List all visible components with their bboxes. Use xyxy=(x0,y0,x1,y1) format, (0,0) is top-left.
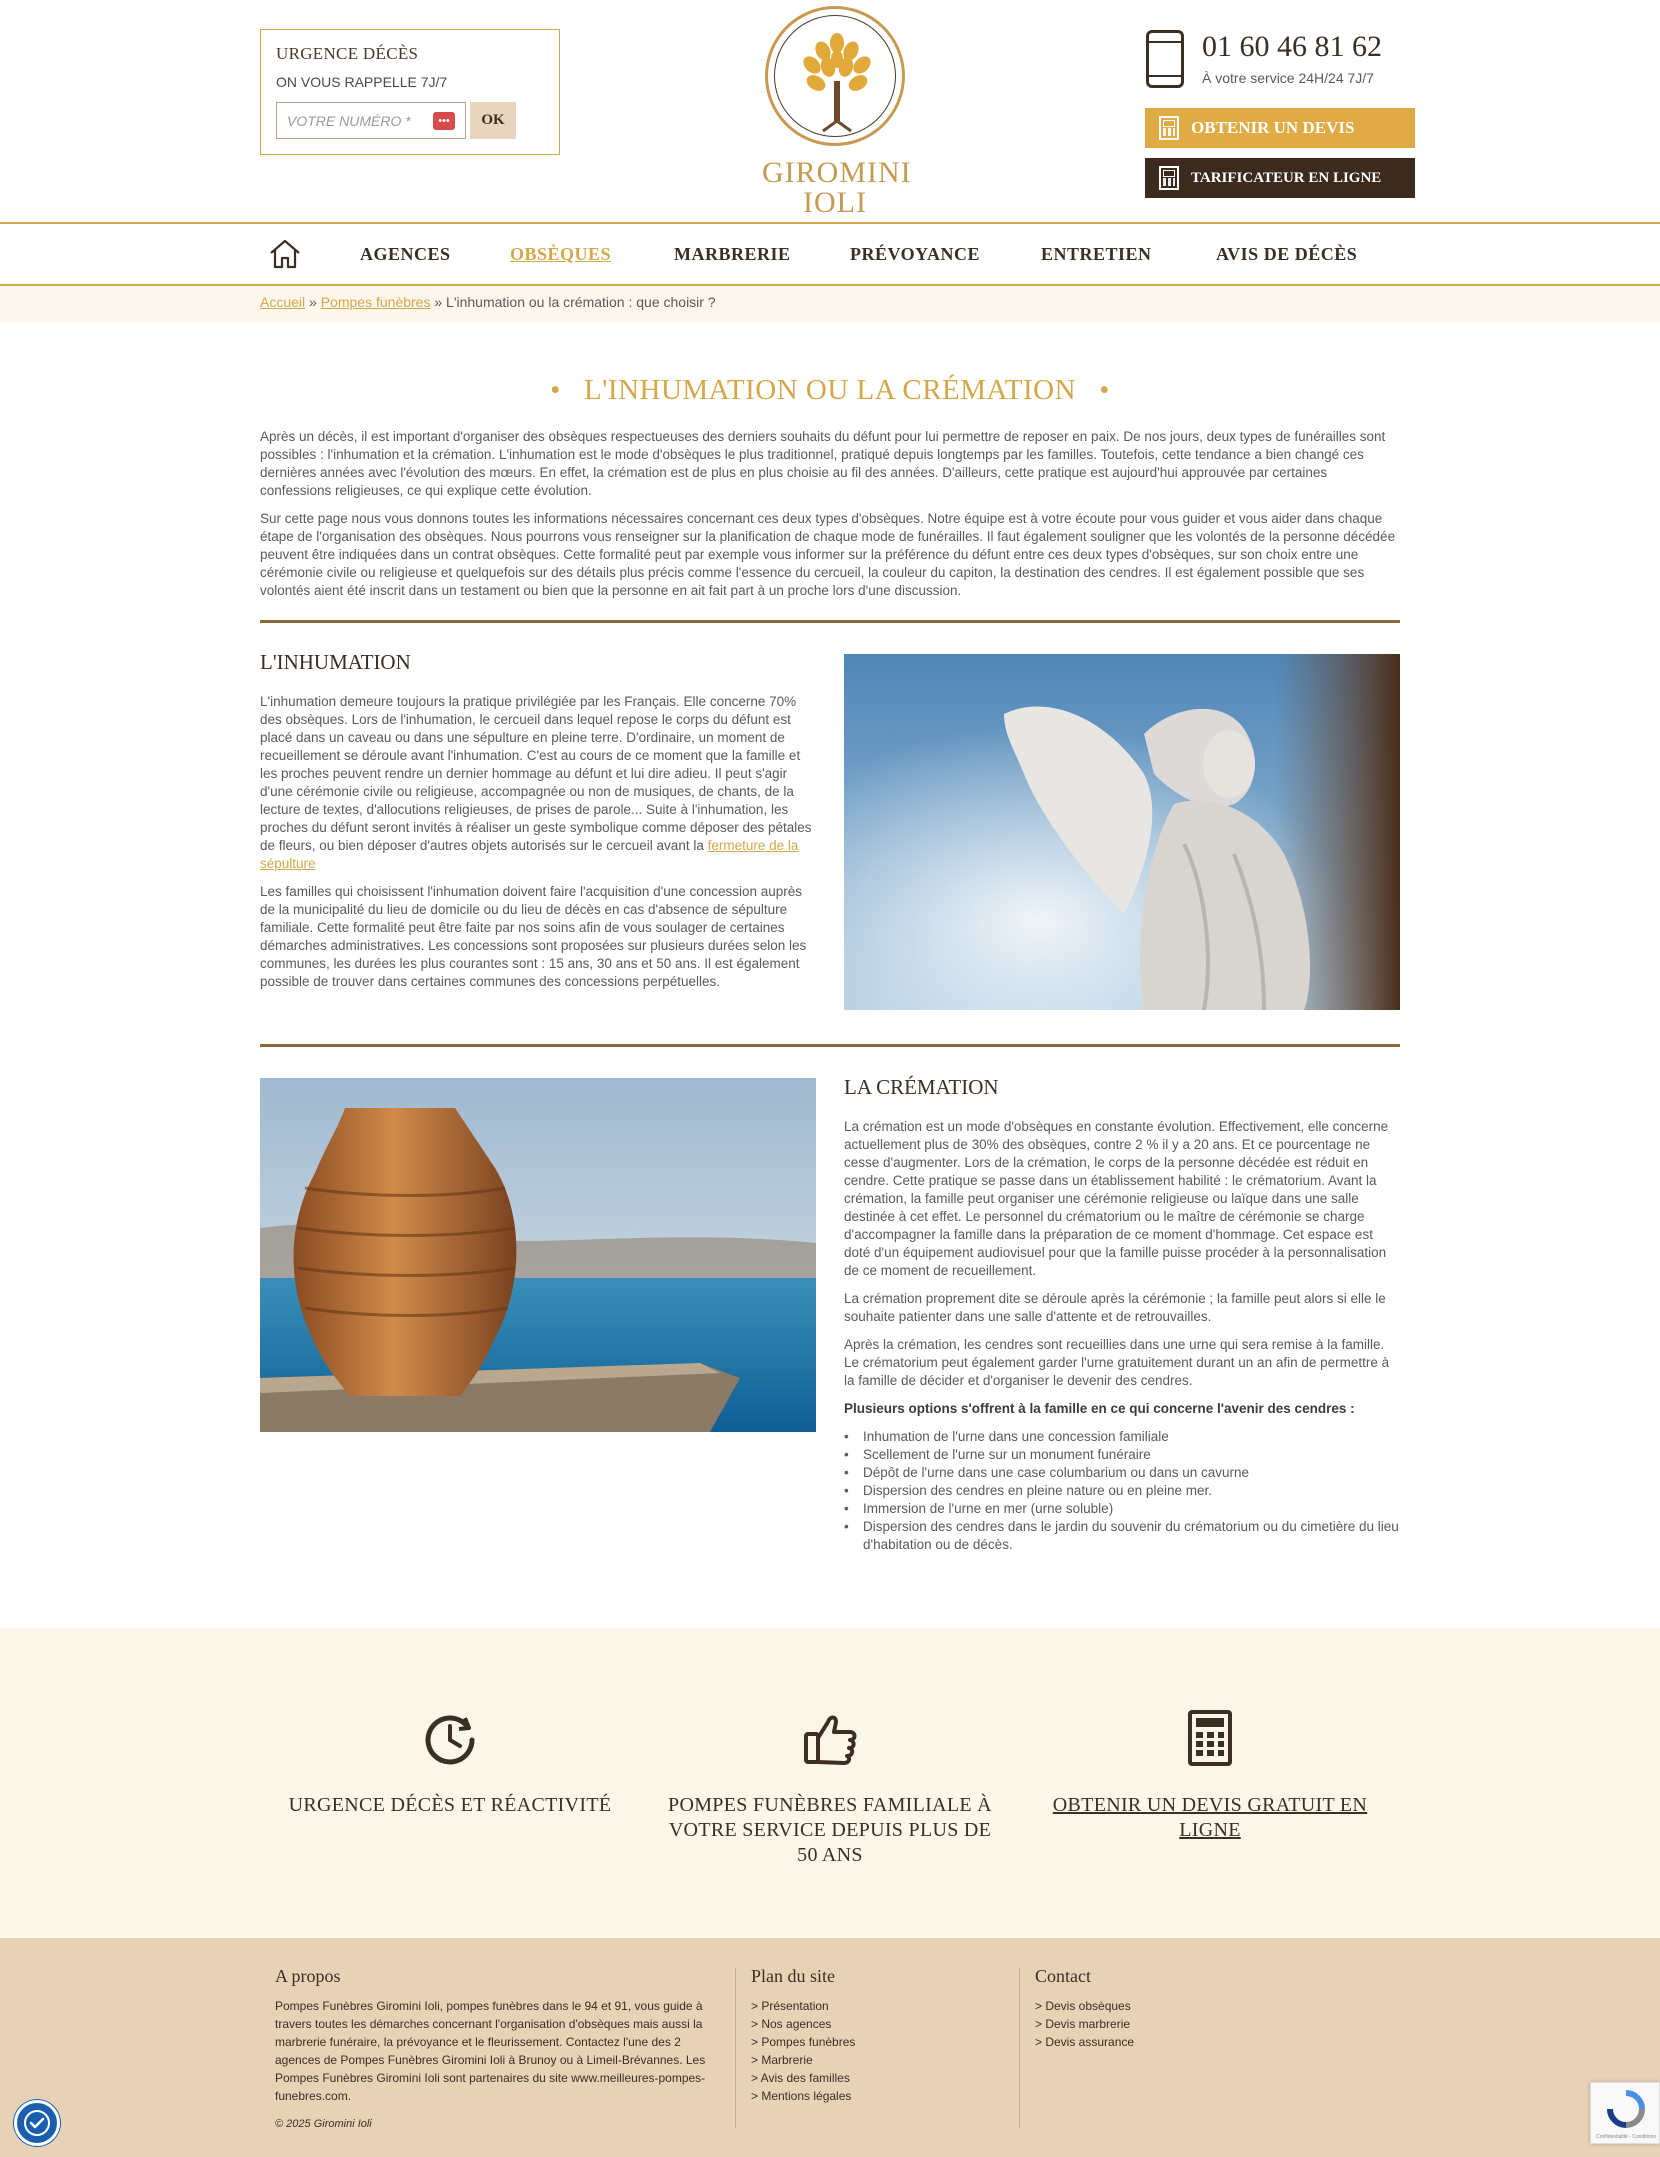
get-quote-label: OBTENIR UN DEVIS xyxy=(1191,118,1355,137)
footer-link-pompes-funebres[interactable]: > Pompes funèbres xyxy=(751,2035,856,2049)
page-title: • L'INHUMATION OU LA CRÉMATION • xyxy=(550,374,1110,406)
footer-link-devis-obseques[interactable]: > Devis obsèques xyxy=(1035,1999,1131,2013)
phone-input-placeholder: VOTRE NUMÉRO * xyxy=(287,112,411,129)
footer-about-title: A propos xyxy=(275,1966,341,1986)
angel-statue-image xyxy=(844,654,1400,1010)
callback-title: URGENCE DÉCÈS xyxy=(276,44,419,63)
recaptcha-icon xyxy=(1606,2089,1646,2129)
phone-service-text: À votre service 24H/24 7J/7 xyxy=(1202,70,1374,86)
copyright: © 2025 Giromini Ioli xyxy=(275,2118,372,2130)
nav-avis-de-deces[interactable]: AVIS DE DÉCÈS xyxy=(1216,244,1358,264)
footer-sitemap xyxy=(751,1966,1001,2105)
inhumation-title: L'INHUMATION xyxy=(260,650,411,674)
breadcrumb-home-link[interactable]: Accueil xyxy=(260,294,306,310)
cremation-section: LA CRÉMATION La crémation est un mode d'obsèques en constante évolution. Effectivement, elle concerne actuellement plus de 30% des obsèques, contre 2 % il y a 20 ans. Et ce pourcentage ne cesse d'augmenter. Lors de la crémation, le corps de la personne décédée est réduit en cendre. Cette pratique se passe dans un établissement habilité : le crématorium. Avant la crémation, la famille peut organiser une cérémonie religieuse ou laïque dans une salle destinée à cet effet. Le personnel du crématorium ou le maître de cérémonie se charge d'accompagner la famille dans la préparation de ce moment d'hommage. Cet espace est doté d'un équipement audiovisuel pour que la famille puisse procéder à la personnalisation de ce moment de recueillement. La crémation proprement dite se déroule après la cérémonie ; la famille peut alors si elle le souhaite patienter dans une salle d'attente et de retrouvailles. Après la crémation, les cendres sont recueillies dans une urne qui sera remise à la famille. Le crématorium peut également garder l'urne gratuitement durant un an afin de permettre à la famille de décider et d'organiser le devenir des cendres. Plusieurs options s'offrent à la famille en ce qui concerne l'avenir des cendres : • Inhumation de l'urne dans une concession familiale • Scellement de l'urne sur un monument funéraire • Dépôt de l'urne dans une case columbarium ou dans un cavurne • Dispersion des cendres en pleine nature ou en pleine mer. • Immersion de l'urne en mer (urne soluble) • Dispersion des cendres dans le jardin du souvenir du crématorium ou du cimetière du lieu d'habitation ou de décès. xyxy=(844,1075,1400,1554)
phone-number-input[interactable] xyxy=(276,102,466,139)
breadcrumb-bar xyxy=(0,286,1660,322)
section-divider xyxy=(260,1044,1400,1047)
feature-devis-link[interactable]: OBTENIR UN DEVIS GRATUIT EN LIGNE xyxy=(1052,1794,1368,1841)
tree-icon xyxy=(768,9,908,149)
online-pricing-label: TARIFICATEUR EN LIGNE xyxy=(1191,169,1382,186)
calculator-icon xyxy=(1159,116,1179,140)
feature-familiale-title: POMPES FUNÈBRES FAMILIALE À VOTRE SERVICE DEPUIS PLUS DE 50 ANS xyxy=(668,1794,992,1866)
nav-entretien[interactable]: ENTRETIEN xyxy=(1041,244,1152,264)
feature-urgence xyxy=(280,1708,620,1818)
smartphone-icon xyxy=(1146,30,1184,88)
breadcrumb-current: L'inhumation ou la crémation : que choisir ? xyxy=(446,294,716,310)
list-item: • Scellement de l'urne sur un monument funéraire xyxy=(844,1446,1400,1464)
clock-icon xyxy=(420,1708,480,1768)
list-item: • Inhumation de l'urne dans une concession familiale xyxy=(844,1428,1400,1446)
logo-emblem xyxy=(765,6,905,146)
features-band xyxy=(0,1628,1660,1938)
footer-about xyxy=(275,1966,715,2105)
footer-about-text: Pompes Funèbres Giromini Ioli, pompes funèbres dans le 94 et 91, vous guide à travers toutes les démarches concernant l'organisation d'obsèques mais aussi la marbrerie funéraire, la prévoyance et le fleurissement. Contactez l'une des 2 agences de Pompes Funèbres Giromini Ioli à Brunoy ou à Limeil-Brévannes. Les Pompes Funèbres Giromini Ioli sont partenaires du site www.meilleures-pompes-funebres.com. xyxy=(275,1999,706,2103)
intro-text: Après un décès, il est important d'organiser des obsèques respectueuses des derniers souhaits du défunt pour lui permettre de reposer en paix. De nos jours, deux types de funérailles sont possibles : l'inhumation et la crémation. L'inhumation est le mode d'obsèques le plus traditionnel, pratiqué depuis longtemps par les familles. Toutefois, cette tendance a bien changé ces dernières années avec l'évolution des mœurs. En effet, la crémation est de plus en plus choisie au fil des années. D'ailleurs, cette pratique est aujourd'hui approuvée par certaines confessions religieuses, ce qui explique cette évolution. Sur cette page nous vous donnons toutes les informations nécessaires concernant ces deux types d'obsèques. Notre équipe est à votre écoute pour vous guider et vous aider dans chaque étape de l'organisation des obsèques. Nous pourrons vous renseigner sur la planification de chaque mode de funérailles. Il faut également souligner que les volontés de la personne décédée peuvent être indiquées dans un contrat obsèques. Cette formalité peut par exemple vous informer sur la préférence du défunt entre ces deux types d'obsèques, sur son choix entre une cérémonie civile ou religieuse et quelquefois sur des détails plus précis comme l'essence du cercueil, la couleur du capiton, la destination des cendres. Il est également possible que ses volontés aient été inscrit dans un testament ou bien que la personne en ait fait part à un proche lors d'une discussion. xyxy=(260,429,1396,598)
breadcrumb-parent-link[interactable]: Pompes funèbres xyxy=(320,294,431,310)
feature-familiale xyxy=(660,1708,1000,1868)
main-nav xyxy=(0,222,1660,286)
site-footer xyxy=(0,1938,1660,2157)
accessibility-button[interactable] xyxy=(14,2100,60,2146)
password-manager-icon[interactable]: ••• xyxy=(433,112,455,130)
calculator-icon xyxy=(1180,1708,1240,1768)
footer-link-presentation[interactable]: > Présentation xyxy=(751,1999,829,2013)
footer-link-marbrerie[interactable]: > Marbrerie xyxy=(751,2053,813,2067)
list-item: • Dispersion des cendres en pleine nature ou en pleine mer. xyxy=(844,1482,1400,1500)
feature-devis[interactable] xyxy=(1040,1708,1380,1843)
options-title: Plusieurs options s'offrent à la famille en ce qui concerne l'avenir des cendres : xyxy=(844,1401,1355,1416)
site-logo[interactable] xyxy=(762,6,912,219)
feature-urgence-title: URGENCE DÉCÈS ET RÉACTIVITÉ xyxy=(288,1794,612,1816)
footer-divider xyxy=(1019,1968,1020,2128)
breadcrumb: Accueil » Pompes funèbres » L'inhumation ou la crémation : que choisir ? xyxy=(260,294,716,310)
footer-sitemap-title: Plan du site xyxy=(751,1966,835,1986)
nav-obseques[interactable]: OBSÈQUES xyxy=(510,244,612,264)
fermeture-sepulture-link[interactable]: fermeture de la sépulture xyxy=(260,838,799,871)
footer-link-agences[interactable]: > Nos agences xyxy=(751,2017,832,2031)
callback-subtitle: ON VOUS RAPPELLE 7J/7 xyxy=(276,74,448,90)
footer-divider xyxy=(735,1968,736,2128)
nav-marbrerie[interactable]: MARBRERIE xyxy=(674,244,791,264)
logo-wordmark: GIROMINI IOLI xyxy=(762,156,912,219)
footer-link-avis-familles[interactable]: > Avis des familles xyxy=(751,2071,850,2085)
footer-contact-title: Contact xyxy=(1035,1966,1091,1986)
site-header xyxy=(0,0,1660,222)
terracotta-urn-image xyxy=(260,1078,816,1432)
ash-options-list xyxy=(844,1428,1400,1554)
list-item: • Dépôt de l'urne dans une case columbarium ou dans un cavurne xyxy=(844,1464,1400,1482)
section-divider xyxy=(260,620,1400,623)
recaptcha-badge[interactable]: Confidentialité - Conditions xyxy=(1590,2082,1660,2144)
inhumation-section: L'INHUMATION L'inhumation demeure toujours la pratique privilégiée par les Français. Elle concerne 70% des obsèques. Lors de l'inhumation, le cercueil dans lequel repose le corps du défunt est placé dans un caveau ou dans une sépulture en pleine terre. D'ordinaire, un moment de recueillement se déroule avant l'inhumation. C'est au cours de ce moment que la famille et les proches peuvent rendre un dernier hommage au défunt et lui dire adieu. Il peut s'agir d'une cérémonie civile ou religieuse, accompagnée ou non de musiques, de chants, de la lecture de textes, d'allocutions religieuses, de prises de parole... Suite à l'inhumation, les proches du défunt seront invités à réaliser un geste symbolique comme déposer des pétales de fleurs, ou bien déposer d'autres objets autorisés sur le cercueil avant la fermeture de la sépulture Les familles qui choisissent l'inhumation doivent faire l'acquisition d'une concession auprès de la municipalité du lieu de domicile ou du lieu de décès en cas d'absence de sépulture familiale. Cette formalité peut être faite par nos soins afin de vous soulager de certaines démarches administratives. Les concessions sont proposées sur plusieurs durées selon les communes, les durées les plus courantes sont : 15 ans, 30 ans et 50 ans. Il est également possible de trouver dans certaines communes des concessions perpétuelles. xyxy=(260,650,816,1001)
thumbs-up-icon xyxy=(800,1708,860,1768)
list-item: • Dispersion des cendres dans le jardin du souvenir du crématorium ou du cimetière du lieu d'habitation ou de décès. xyxy=(844,1518,1400,1554)
cremation-title: LA CRÉMATION xyxy=(844,1075,999,1099)
online-pricing-button[interactable] xyxy=(1145,158,1415,198)
accessibility-icon xyxy=(22,2108,52,2138)
footer-link-mentions[interactable]: > Mentions légales xyxy=(751,2089,852,2103)
get-quote-button[interactable] xyxy=(1145,108,1415,148)
footer-link-devis-marbrerie[interactable]: > Devis marbrerie xyxy=(1035,2017,1131,2031)
callback-form xyxy=(260,29,560,155)
phone-number[interactable]: 01 60 46 81 62 xyxy=(1202,30,1382,63)
calculator-icon xyxy=(1159,166,1179,190)
home-icon[interactable] xyxy=(268,238,302,270)
list-item: • Immersion de l'urne en mer (urne soluble) xyxy=(844,1500,1400,1518)
footer-link-devis-assurance[interactable]: > Devis assurance xyxy=(1035,2035,1135,2049)
footer-contact xyxy=(1035,1966,1285,2051)
callback-submit-button[interactable]: OK xyxy=(470,102,516,139)
nav-prevoyance[interactable]: PRÉVOYANCE xyxy=(850,244,980,264)
nav-agences[interactable]: AGENCES xyxy=(360,244,451,264)
